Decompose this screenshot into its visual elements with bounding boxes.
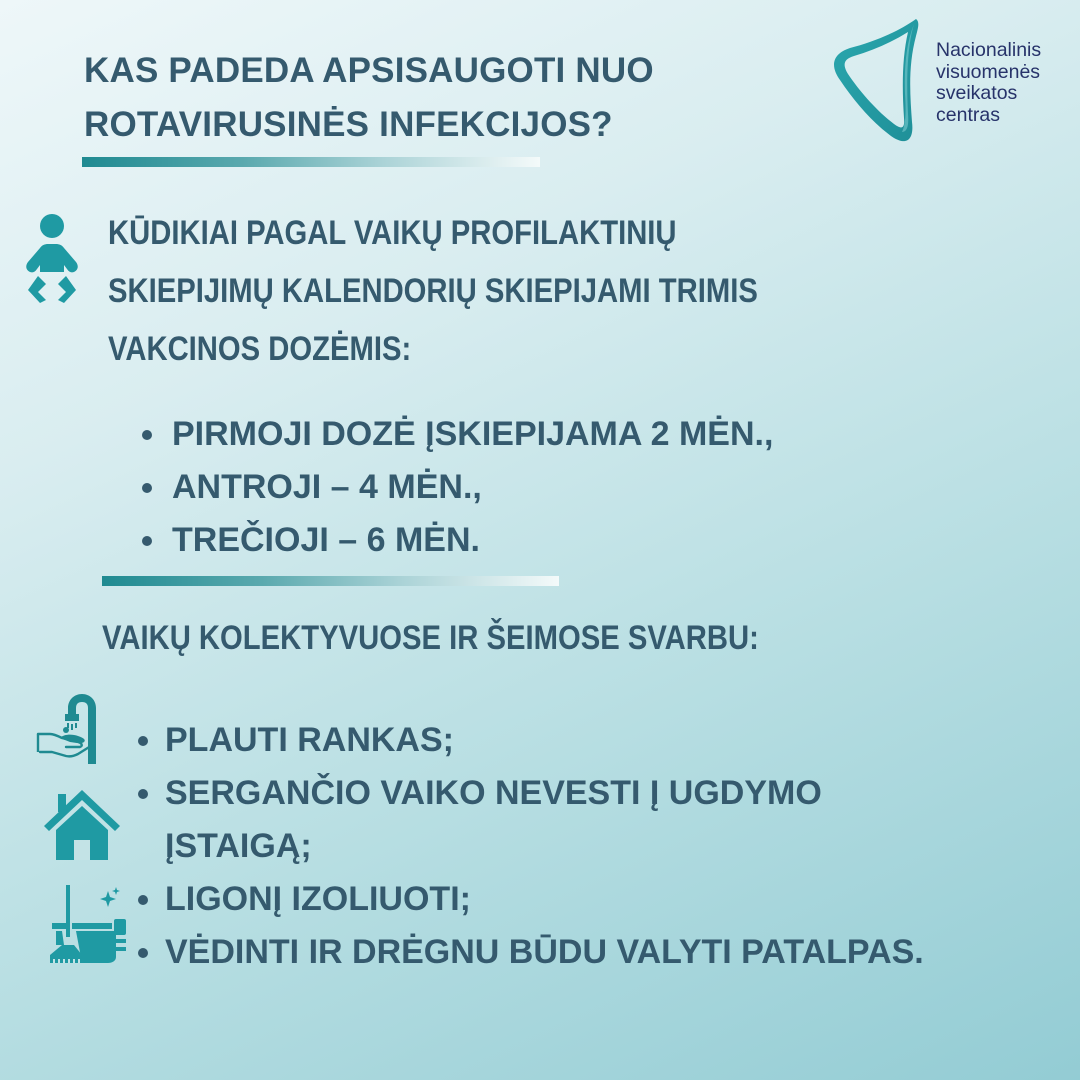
hygiene-list [165, 714, 924, 979]
list-item [172, 461, 773, 514]
bullet-icon [142, 430, 152, 440]
list-item [165, 767, 924, 873]
bullet-icon [138, 736, 148, 746]
intro-line-3: VAKCINOS DOZĖMIS: [108, 330, 412, 368]
list-item [172, 514, 773, 567]
logo-line-3: sveikatos [936, 82, 1018, 104]
list-item [165, 714, 924, 767]
hygiene-text: SERGANČIO VAIKO NEVESTI Į UGDYMO [165, 774, 822, 812]
title-line-1: KAS PADEDA APSISAUGOTI NUO [84, 51, 654, 90]
bullet-icon [142, 536, 152, 546]
dose-text: PIRMOJI DOZĖ ĮSKIEPIJAMA 2 MĖN., [172, 415, 774, 453]
hygiene-text-cont: ĮSTAIGĄ; [165, 827, 312, 865]
house-icon [44, 790, 120, 860]
bullet-icon [138, 895, 148, 905]
hygiene-text: PLAUTI RANKAS; [165, 721, 454, 759]
nvsc-logo-icon [828, 14, 928, 144]
section-divider [102, 576, 559, 586]
bullet-icon [138, 948, 148, 958]
logo-line-1: Nacionalinis [936, 39, 1042, 61]
logo-line-4: centras [936, 103, 1000, 126]
hygiene-heading [102, 614, 866, 669]
title-divider [82, 157, 540, 167]
page-title [84, 44, 804, 152]
dose-text: TREČIOJI – 6 MĖN. [172, 521, 480, 559]
logo-text [936, 40, 1041, 126]
dose-text: ANTROJI – 4 MĖN., [172, 468, 482, 506]
hygiene-heading-text: VAIKŲ KOLEKTYVUOSE IR ŠEIMOSE SVARBU: [102, 619, 759, 657]
cleaning-mop-bucket-icon [48, 885, 128, 965]
bullet-icon [138, 789, 148, 799]
bullet-icon [142, 483, 152, 493]
hygiene-text: LIGONĮ IZOLIUOTI; [165, 880, 471, 918]
title-line-2: ROTAVIRUSINĖS INFEKCIJOS? [84, 105, 613, 144]
list-item [165, 926, 924, 979]
baby-icon [24, 212, 80, 304]
list-item [172, 408, 773, 461]
intro-line-1: KŪDIKIAI PAGAL VAIKŲ PROFILAKTINIŲ [108, 214, 677, 252]
vaccination-intro [108, 204, 864, 378]
intro-line-2: SKIEPIJIMŲ KALENDORIŲ SKIEPIJAMI TRIMIS [108, 272, 758, 310]
hygiene-text: VĖDINTI IR DRĖGNU BŪDU VALYTI PATALPAS. [165, 933, 924, 971]
hand-washing-icon [36, 694, 102, 766]
dose-list [172, 408, 773, 567]
logo-line-2: visuomenės [936, 60, 1041, 83]
list-item [165, 873, 924, 926]
